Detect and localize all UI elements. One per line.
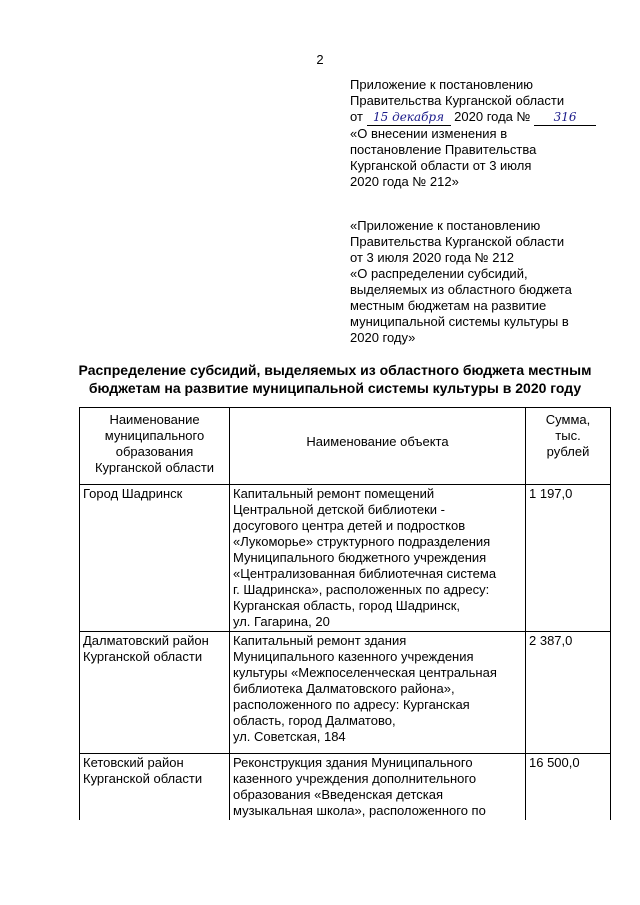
- handwritten-date: 15 декабря: [367, 109, 451, 126]
- annex-line: местным бюджетам на развитие: [350, 298, 547, 313]
- annex-line: выделяемых из областного бюджета: [350, 282, 572, 297]
- cell-sum: 2 387,0: [526, 632, 611, 754]
- subsidy-table: [79, 407, 611, 820]
- header-sum: Сумма, тыс. рублей: [526, 408, 611, 485]
- annex-line: «Приложение к постановлению: [350, 218, 541, 233]
- header-object: Наименование объекта: [230, 408, 526, 485]
- cell-object: Реконструкция здания Муниципального казенного учреждения дополнительного образования «Введенская детская музыкальная школа», расположенного по: [230, 754, 526, 821]
- cell-sum: 16 500,0: [526, 754, 611, 821]
- handwritten-number: 316: [534, 109, 596, 126]
- annex-line: 2020 года № 212»: [350, 174, 459, 189]
- document-title: [70, 361, 600, 397]
- cell-object: Капитальный ремонт здания Муниципального казенного учреждения культуры «Межпоселенческая центральная библиотека Далматовского района», расположенного по адресу: Курганская область, город Далматово, ул. Советская, 184: [230, 632, 526, 754]
- original-annex-header: [350, 218, 620, 346]
- title-line: бюджетам на развитие муниципальной системы культуры в 2020 году: [88, 380, 582, 396]
- cell-municipality: Далматовский район Курганской области: [80, 632, 230, 754]
- table-header-row: [80, 408, 611, 485]
- annex-line: Курганской области от 3 июля: [350, 158, 532, 173]
- annex-line: муниципальной системы культуры в: [350, 314, 569, 329]
- page-number: 2: [316, 52, 324, 67]
- table-row: [80, 485, 611, 632]
- table-row: [80, 632, 611, 754]
- cell-municipality: Город Шадринск: [80, 485, 230, 632]
- annex-line: от 3 июля 2020 года № 212: [350, 250, 514, 265]
- year-text: 2020 года №: [454, 109, 531, 124]
- annex-line: «О внесении изменения в: [350, 126, 508, 141]
- table-row: [80, 754, 611, 821]
- annex-line: постановление Правительства: [350, 142, 537, 157]
- annex-line: Правительства Курганской области: [350, 234, 565, 249]
- from-prefix: от: [350, 109, 363, 124]
- annex-date-line: [350, 109, 620, 126]
- annex-line: Приложение к постановлению: [350, 77, 533, 92]
- cell-sum: 1 197,0: [526, 485, 611, 632]
- cell-municipality: Кетовский район Курганской области: [80, 754, 230, 821]
- annex-line: 2020 году»: [350, 330, 416, 345]
- annex-header: [350, 77, 620, 190]
- title-line: Распределение субсидий, выделяемых из областного бюджета местным: [78, 362, 592, 378]
- annex-line: «О распределении субсидий,: [350, 266, 528, 281]
- annex-line: Правительства Курганской области: [350, 93, 565, 108]
- cell-object: Капитальный ремонт помещений Центральной детской библиотеки - досугового центра детей и подростков «Лукоморье» структурного подразделения Муниципального бюджетного учреждения «Централизованная библиотечная система г. Шадринска», расположенных по адресу: Курганская область, город Шадринск, ул. Гагарина, 20: [230, 485, 526, 632]
- header-municipality: Наименование муниципального образования Курганской области: [80, 408, 230, 485]
